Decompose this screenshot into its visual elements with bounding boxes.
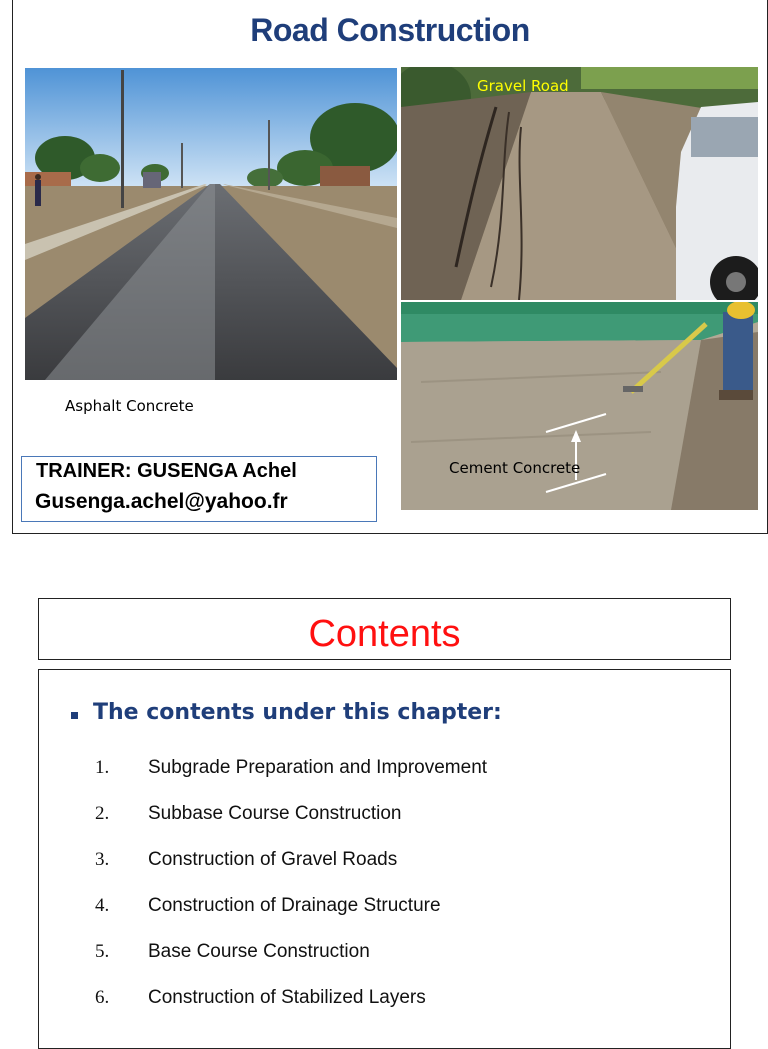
slide-road-construction	[12, 0, 768, 534]
contents-lead: The contents under this chapter:	[93, 700, 502, 725]
item-number: 2.	[95, 803, 110, 824]
asphalt-caption: Asphalt Concrete	[65, 397, 194, 415]
gravel-road-label: Gravel Road	[477, 77, 569, 95]
trainer-name: TRAINER: GUSENGA Achel	[36, 460, 297, 482]
slide-title: Road Construction	[250, 12, 530, 48]
item-text: Subbase Course Construction	[148, 803, 402, 824]
cement-concrete-label: Cement Concrete	[449, 459, 581, 477]
item-number: 1.	[95, 757, 110, 778]
gravel-road-photo	[401, 67, 758, 300]
item-number: 5.	[95, 941, 110, 962]
item-text: Construction of Gravel Roads	[148, 849, 398, 870]
contents-title: Contents	[308, 613, 461, 655]
item-number: 3.	[95, 849, 110, 870]
item-text: Subgrade Preparation and Improvement	[148, 757, 488, 778]
asphalt-road-photo	[25, 68, 397, 380]
cement-concrete-photo	[401, 302, 758, 510]
trainer-email: Gusenga.achel@yahoo.fr	[35, 490, 288, 513]
item-number: 4.	[95, 895, 110, 916]
trainer-info-box	[21, 456, 377, 522]
contents-body	[38, 669, 731, 1049]
item-text: Construction of Drainage Structure	[148, 895, 441, 916]
item-number: 6.	[95, 987, 110, 1008]
item-text: Base Course Construction	[148, 941, 370, 962]
contents-title-box	[38, 598, 731, 660]
item-text: Construction of Stabilized Layers	[148, 987, 426, 1008]
square-bullet-icon	[71, 712, 78, 719]
